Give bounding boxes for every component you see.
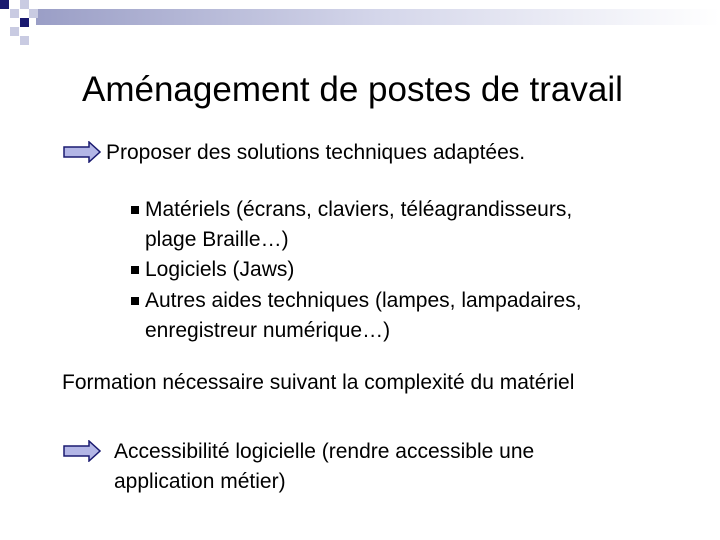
corner-decoration xyxy=(0,0,720,60)
deco-square xyxy=(0,0,9,9)
deco-square xyxy=(20,36,29,45)
slide-title: Aménagement de postes de travail xyxy=(82,70,623,109)
deco-square xyxy=(20,18,29,27)
header-band xyxy=(36,9,720,25)
point-accessibilite-cont: application métier) xyxy=(114,470,286,493)
formation-text: Formation nécessaire suivant la complexité du matériel xyxy=(62,371,575,394)
sub-item-autres: Autres aides techniques (lampes, lampadaires, xyxy=(145,289,582,312)
sub-item-materiels: Matériels (écrans, claviers, téléagrandisseurs, xyxy=(145,198,573,221)
point-solutions: Proposer des solutions techniques adaptées. xyxy=(106,141,526,164)
arrow-bullet-icon xyxy=(63,440,101,462)
deco-square xyxy=(10,27,19,36)
deco-square xyxy=(10,9,19,18)
deco-square xyxy=(20,0,29,9)
square-bullet-icon xyxy=(131,266,139,274)
point-accessibilite: Accessibilité logicielle (rendre accessible une xyxy=(114,440,535,463)
square-bullet-icon xyxy=(131,297,139,305)
sub-item-autres-cont: enregistreur numérique…) xyxy=(145,319,391,342)
sub-item-materiels-cont: plage Braille…) xyxy=(145,228,289,251)
arrow-bullet-icon xyxy=(63,141,101,163)
square-bullet-icon xyxy=(131,206,139,214)
sub-item-logiciels: Logiciels (Jaws) xyxy=(145,258,295,281)
deco-square xyxy=(29,9,38,18)
